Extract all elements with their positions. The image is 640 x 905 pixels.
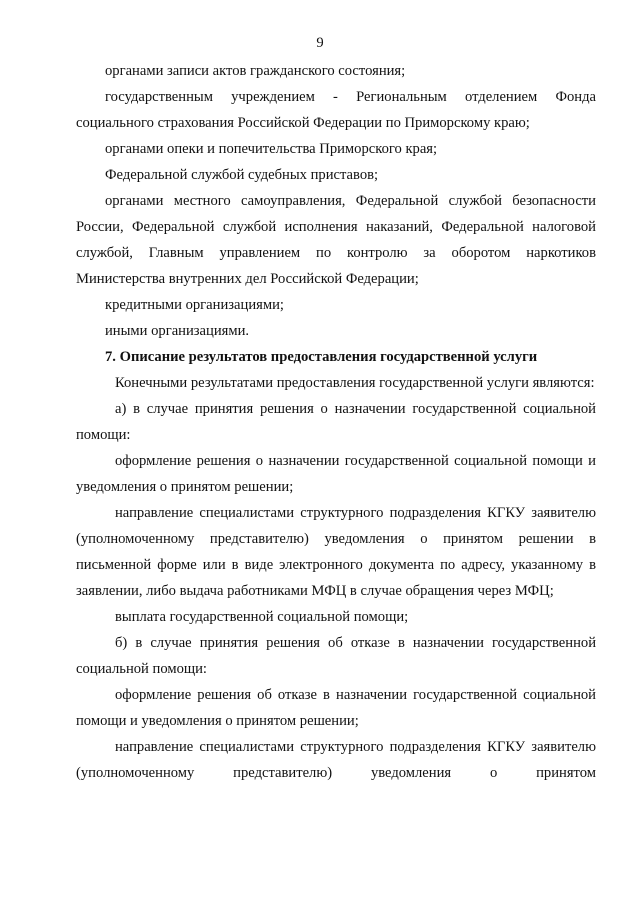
paragraph: органами опеки и попечительства Приморского края; (105, 141, 438, 157)
document-body (76, 58, 596, 786)
paragraph: иными организациями. (105, 323, 250, 339)
paragraph: выплата государственной социальной помощи; (115, 609, 409, 625)
paragraph: оформление решения об отказе в назначении государственной социальной помощи и уведомления о принятом решении; (76, 687, 596, 729)
paragraph: б) в случае принятия решения об отказе в назначении государственной социальной помощи: (76, 635, 596, 677)
paragraph: кредитными организациями; (105, 297, 284, 313)
section-heading: 7. Описание результатов предоставления государственной услуги (105, 349, 538, 365)
paragraph: оформление решения о назначении государственной социальной помощи и уведомления о принятом решении; (76, 453, 596, 495)
paragraph: Конечными результатами предоставления государственной услуги являются: (115, 375, 595, 391)
paragraph: а) в случае принятия решения о назначении государственной социальной помощи: (76, 401, 596, 443)
paragraph: направление специалистами структурного подразделения КГКУ заявителю (уполномоченному представителю) уведомления о принятом решении в письменной форме или в виде электронного документа по адресу, указанному в заявлении, либо выдача работниками МФЦ в случае обращения через МФЦ; (76, 505, 596, 599)
paragraph: направление специалистами структурного подразделения КГКУ заявителю (уполномоченному представителю) уведомления о принятом (76, 739, 596, 781)
page-number: 9 (316, 35, 324, 51)
paragraph: Федеральной службой судебных приставов; (105, 167, 379, 183)
paragraph: государственным учреждением - Региональным отделением Фонда социального страхования Российской Федерации по Приморскому краю; (76, 89, 596, 131)
paragraph: органами местного самоуправления, Федеральной службой безопасности России, Федеральной службой исполнения наказаний, Федеральной налоговой службой, Главным управлением по контролю за оборотом наркотиков Министерства внутренних дел Российской Федерации; (76, 193, 596, 287)
paragraph: органами записи актов гражданского состояния; (105, 63, 406, 79)
